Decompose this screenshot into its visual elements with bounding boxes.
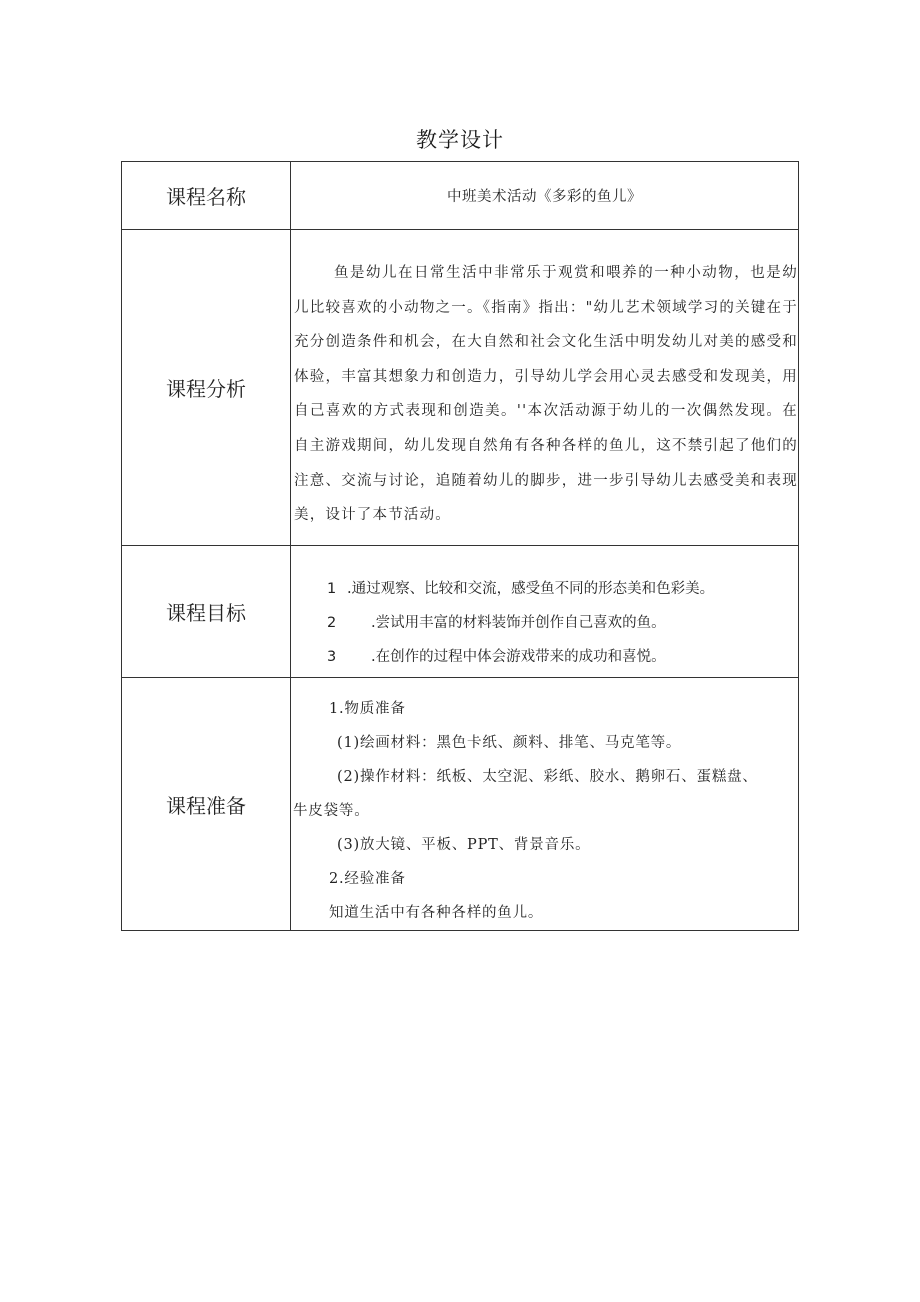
course-name-label: 课程名称 [122,162,291,230]
goal-text: .尝试用丰富的材料装饰并创作自己喜欢的鱼。 [371,615,666,631]
goal-item [327,606,798,640]
experience-prep-heading: 2.经验准备 [329,871,406,887]
goal-number: 3 [327,649,337,665]
prep-item-operating-materials: (2)操作材料：纸板、太空泥、彩纸、胶水、鹅卵石、蛋糕盘、 [337,769,758,785]
course-analysis-label: 课程分析 [122,230,291,546]
goal-number: 1 [327,581,337,597]
table-row-course-analysis [122,230,799,546]
course-prep-label: 课程准备 [122,678,291,931]
table-row-course-name [122,162,799,230]
table-row-course-goals [122,546,799,678]
goal-number: 2 [327,615,337,631]
document-title: 教学设计 [416,128,504,152]
course-name-value: 中班美术活动《多彩的鱼儿》 [291,162,799,230]
course-goals-cell [291,546,799,678]
course-goals-label: 课程目标 [122,546,291,678]
goal-item [327,640,798,674]
goal-item [327,572,798,606]
prep-list [291,678,798,930]
prep-item-operating-materials-cont: 牛皮袋等。 [293,803,370,819]
prep-item-drawing-materials: (1)绘画材料：黑色卡纸、颜料、排笔、马克笔等。 [337,735,682,751]
table-row-course-prep [122,678,799,931]
experience-prep-text: 知道生活中有各种各样的鱼儿。 [329,905,544,921]
goal-list [291,546,798,674]
course-prep-cell [291,678,799,931]
prep-item-equipment: (3)放大镜、平板、PPT、背景音乐。 [337,837,591,853]
lesson-design-table [121,161,799,931]
course-analysis-cell [291,230,799,546]
goal-text: .在创作的过程中体会游戏带来的成功和喜悦。 [371,649,666,665]
course-analysis-text: 鱼是幼儿在日常生活中非常乐于观赏和喂养的一种小动物，也是幼儿比较喜欢的小动物之一。《指南》指出："幼儿艺术领域学习的关键在于充分创造条件和机会，在大自然和社会文化生活中明发幼儿对美的感受和体验，丰富其想象力和创造力，引导幼儿学会用心灵去感受和发现美，用自己喜欢的方式表现和创造美。''本次活动源于幼儿的一次偶然发现。在自主游戏期间，幼儿发现自然角有各种各样的鱼儿，这不禁引起了他们的注意、交流与讨论，追随着幼儿的脚步，进一步引导幼儿去感受美和表现美，设计了本节活动。 [294,265,798,524]
goal-text: .通过观察、比较和交流，感受鱼不同的形态美和色彩美。 [347,581,715,597]
material-prep-heading: 1.物质准备 [329,701,406,717]
